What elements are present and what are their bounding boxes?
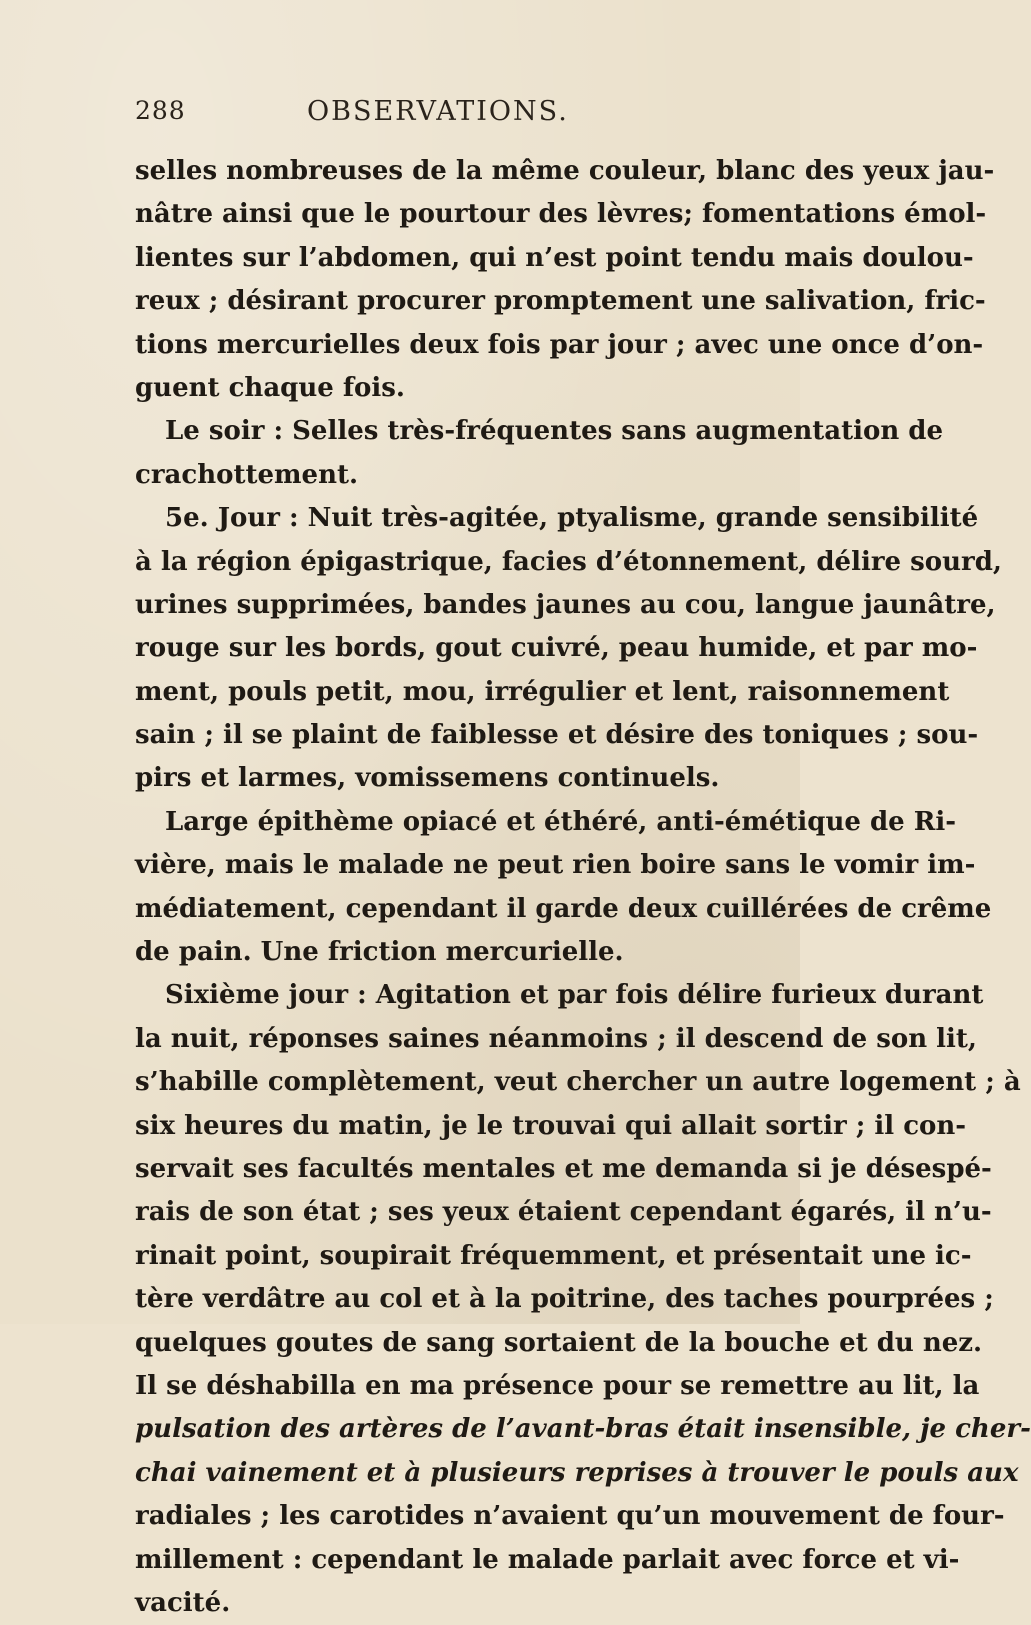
text-line: tions mercurielles deux fois par jour ; avec une once d’on- xyxy=(135,329,984,360)
running-head: OBSERVATIONS. xyxy=(307,96,569,127)
text-line: pulsation des artères de l’avant-bras était insensible, je cher- xyxy=(135,1414,1031,1445)
text-line: six heures du matin, je le trouvai qui allait sortir ; il con- xyxy=(135,1110,967,1141)
text-line: radiales ; les carotides n’avaient qu’un mouvement de four- xyxy=(135,1501,1005,1532)
text-line: millement : cependant le malade parlait avec force et vi- xyxy=(135,1544,960,1575)
text-line: s’habille complètement, veut chercher un autre logement ; à xyxy=(135,1067,1021,1098)
text-line: reux ; désirant procurer promptement une salivation, fric- xyxy=(135,286,986,317)
text-line: urines supprimées, bandes jaunes au cou, langue jaunâtre, xyxy=(135,589,996,620)
text-line: chai vainement et à plusieurs reprises à trouver le pouls aux xyxy=(135,1457,1019,1488)
page-number: 288 xyxy=(135,96,186,125)
text-line: rinait point, soupirait fréquemment, et présentait une ic- xyxy=(135,1240,972,1271)
text-line: tère verdâtre au col et à la poitrine, des taches pourprées ; xyxy=(135,1284,994,1315)
text-line: rouge sur les bords, gout cuivré, peau humide, et par mo- xyxy=(135,633,978,664)
text-line: à la région épigastrique, facies d’étonnement, délire sourd, xyxy=(135,546,1002,577)
text-line: vacité. xyxy=(135,1587,231,1618)
text-line: guent chaque fois. xyxy=(135,372,405,403)
text-line: Il se déshabilla en ma présence pour se remettre au lit, la xyxy=(135,1370,980,1401)
text-line: rais de son état ; ses yeux étaient cependant égarés, il n’u- xyxy=(135,1197,992,1228)
text-line: crachottement. xyxy=(135,459,359,490)
text-line: Le soir : Selles très-fréquentes sans augmentation de xyxy=(165,416,944,447)
text-line: vière, mais le malade ne peut rien boire sans le vomir im- xyxy=(135,850,976,881)
text-line: médiatement, cependant il garde deux cuillérées de crême xyxy=(135,893,992,924)
text-line: sain ; il se plaint de faiblesse et désire des toniques ; sou- xyxy=(135,720,979,751)
text-line: nâtre ainsi que le pourtour des lèvres; fomentations émol- xyxy=(135,199,987,230)
text-line: la nuit, réponses saines néanmoins ; il descend de son lit, xyxy=(135,1023,977,1054)
text-line: lientes sur l’abdomen, qui n’est point tendu mais doulou- xyxy=(135,242,974,273)
text-line: servait ses facultés mentales et me demanda si je désespé- xyxy=(135,1153,992,1184)
text-line: 5e. Jour : Nuit très-agitée, ptyalisme, grande sensibilité xyxy=(165,503,979,534)
text-line: ment, pouls petit, mou, irrégulier et lent, raisonnement xyxy=(135,676,950,707)
body-text xyxy=(135,150,1031,1625)
text-line: Large épithème opiacé et éthéré, anti-émétique de Ri- xyxy=(165,806,957,837)
text-line: Sixième jour : Agitation et par fois délire furieux durant xyxy=(165,980,984,1011)
text-line: selles nombreuses de la même couleur, blanc des yeux jau- xyxy=(135,156,995,186)
text-line: pirs et larmes, vomissemens continuels. xyxy=(135,763,720,794)
page-header xyxy=(135,96,695,136)
text-line: quelques goutes de sang sortaient de la bouche et du nez. xyxy=(135,1327,983,1358)
text-line: de pain. Une friction mercurielle. xyxy=(135,937,624,968)
